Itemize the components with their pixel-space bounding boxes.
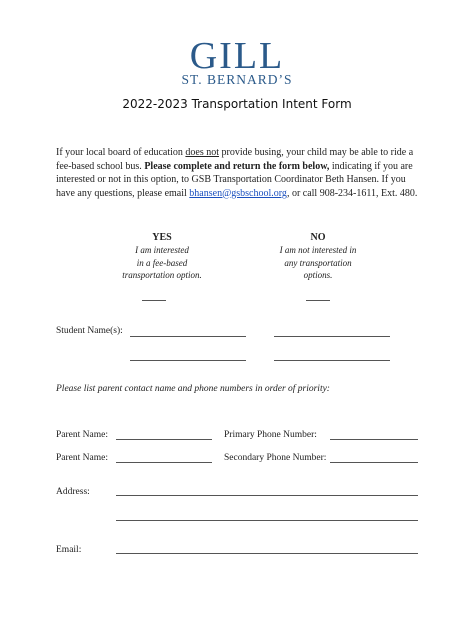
school-logo-main: GILL xyxy=(189,35,285,77)
intro-text-1: If your local board of education xyxy=(56,147,186,158)
email-label: Email: xyxy=(56,545,82,555)
no-desc-line: I am not interested in xyxy=(279,245,357,255)
no-desc-line: any transportation xyxy=(284,257,352,268)
address-field-1[interactable] xyxy=(116,495,418,496)
no-option-label: NO xyxy=(310,232,326,243)
student-name-field-4[interactable] xyxy=(274,360,390,361)
student-name-field-1[interactable] xyxy=(130,336,246,337)
no-desc-line: options. xyxy=(303,270,333,280)
primary-phone-label: Primary Phone Number: xyxy=(224,430,317,440)
yes-checkbox-line[interactable] xyxy=(142,300,166,301)
email-field[interactable] xyxy=(116,553,418,554)
intro-does-not: does not xyxy=(185,147,220,158)
intro-text-3: indicating if you are interested or not in this option, to GSB Transportation Coordinator Beth Hansen. If you have any questions, please email xyxy=(56,160,413,199)
yes-option-description xyxy=(102,244,222,282)
email-link[interactable]: bhansen@gsbschool.org xyxy=(189,187,287,199)
intro-text-4: , or call 908-234-1611, Ext. 480. xyxy=(286,187,418,199)
yes-desc-line: transportation option. xyxy=(122,270,202,280)
parent-contact-instruction: Please list parent contact name and phone numbers in order of priority: xyxy=(56,384,330,394)
primary-phone-field[interactable] xyxy=(330,439,418,440)
no-option-description xyxy=(258,244,378,282)
parent-name-label-2: Parent Name: xyxy=(56,453,108,463)
secondary-phone-field[interactable] xyxy=(330,462,418,463)
form-title: 2022-2023 Transportation Intent Form xyxy=(122,97,352,111)
parent-name-label-1: Parent Name: xyxy=(56,430,108,440)
yes-desc-line: I am interested xyxy=(135,245,189,255)
intro-paragraph xyxy=(56,146,422,200)
address-field-2[interactable] xyxy=(116,520,418,521)
secondary-phone-label: Secondary Phone Number: xyxy=(224,453,327,463)
student-names-label: Student Name(s): xyxy=(56,326,123,336)
no-checkbox-line[interactable] xyxy=(306,300,330,301)
intro-text-2: provide busing, your child may be able to ride a fee-based school bus. xyxy=(56,147,414,172)
student-name-field-2[interactable] xyxy=(274,336,390,337)
yes-desc-line: in a fee-based xyxy=(136,257,188,268)
intro-bold-instruction: Please complete and return the form below, xyxy=(144,160,330,172)
address-label: Address: xyxy=(56,487,90,497)
parent-name-field-1[interactable] xyxy=(116,439,212,440)
parent-name-field-2[interactable] xyxy=(116,462,212,463)
student-name-field-3[interactable] xyxy=(130,360,246,361)
school-logo-sub: ST. BERNARD’S xyxy=(181,72,293,87)
yes-option-label: YES xyxy=(152,232,172,243)
